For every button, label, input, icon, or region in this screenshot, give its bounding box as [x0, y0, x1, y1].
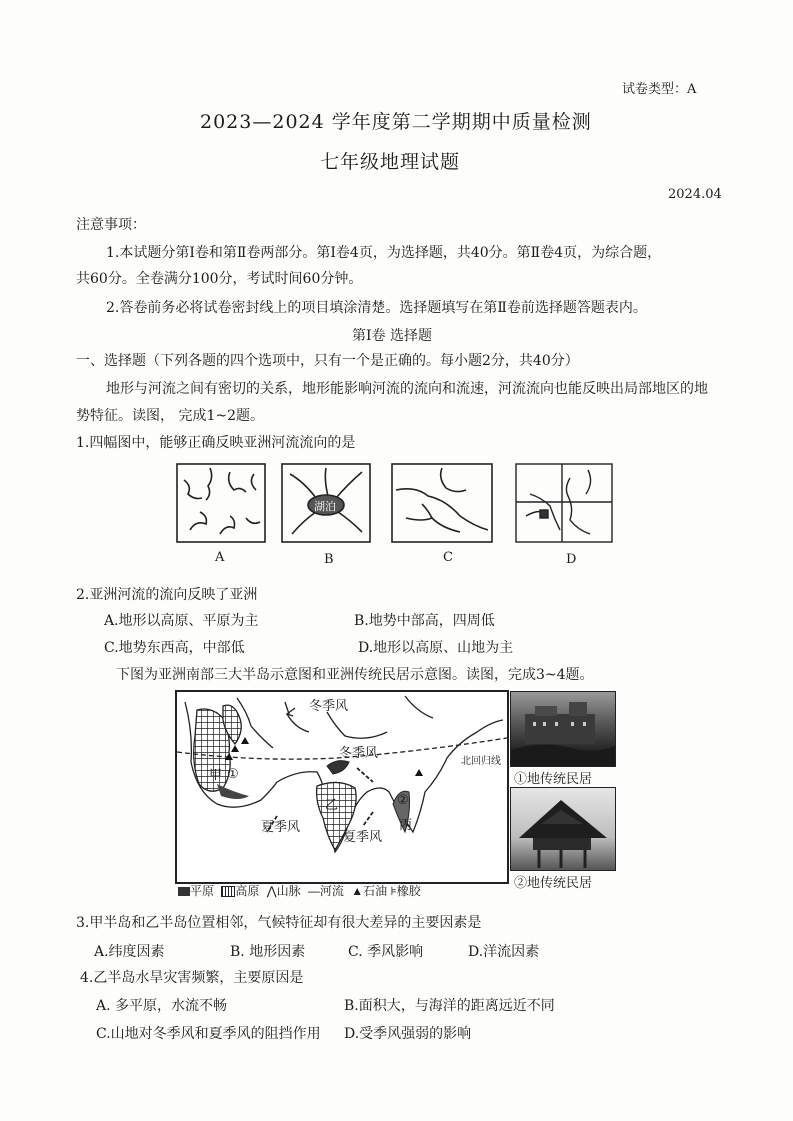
- legend-oil: 石油: [363, 884, 388, 898]
- map-summer-monsoon-left: 夏季风: [261, 819, 301, 834]
- legend-rubber: 橡胶: [396, 884, 421, 898]
- mountain-legend-icon: ⋀: [266, 884, 277, 898]
- q3-option-a: A.纬度因素: [94, 944, 165, 960]
- page-subtitle: 七年级地理试题: [320, 151, 461, 173]
- passage-1-line-2: 势特征。读图， 完成1~2题。: [76, 408, 264, 424]
- q4-option-a: A. 多平原，水流不畅: [96, 998, 228, 1014]
- passage-2: 下图为亚洲南部三大半岛示意图和亚洲传统民居示意图。读图，完成3~4题。: [116, 667, 594, 683]
- photo-2-caption: ②地传统民居: [514, 875, 593, 890]
- plateau-legend-icon: [221, 886, 235, 897]
- page-title: 2023—2024 学年度第二学期期中质量检测: [200, 111, 592, 133]
- notice-heading: 注意事项：: [76, 217, 146, 233]
- legend-river: 河流: [319, 884, 344, 898]
- south-asia-peninsulas-map: [175, 690, 509, 884]
- map-winter-monsoon-top: 冬季风: [309, 698, 349, 713]
- q3-option-b: B. 地形因素: [230, 944, 306, 960]
- river-map-a: [177, 464, 265, 542]
- map-marker-1: ①: [227, 766, 239, 781]
- legend-mountain: 山脉: [276, 884, 301, 898]
- map-label-bing: 丙: [399, 817, 413, 832]
- photo-1-illustration: [511, 692, 615, 766]
- section-instructions: 一、选择题（下列各题的四个选项中，只有一个是正确的。每小题2分，共40分）: [76, 353, 579, 369]
- q4-option-c: C.山地对冬季风和夏季风的阻挡作用: [96, 1026, 321, 1042]
- dwelling-photo-2: [510, 787, 616, 871]
- question-3-stem: 3.甲半岛和乙半岛位置相邻，气候特征却有很大差异的主要因素是: [76, 915, 482, 931]
- notice-item-1-cont: 共60分。全卷满分100分，考试时间60分钟。: [76, 271, 363, 287]
- q1-label-c: C: [443, 550, 453, 565]
- photo-2-illustration: [511, 788, 615, 870]
- river-legend-icon: —: [307, 884, 320, 898]
- photo-1-caption: ①地传统民居: [514, 771, 593, 786]
- oil-legend-icon: ▲: [351, 884, 364, 898]
- map-winter-monsoon-mid: 冬季风: [339, 745, 379, 760]
- map-legend: [178, 882, 421, 899]
- q3-option-d: D.洋流因素: [468, 944, 540, 960]
- section-title: 第Ⅰ卷 选择题: [352, 328, 432, 344]
- q1-river-maps: [170, 460, 630, 570]
- map-label-jia: 甲: [209, 767, 223, 782]
- paper-type: 试卷类型：A: [622, 82, 697, 97]
- map-tropic-label: 北回归线: [461, 756, 501, 767]
- question-4-stem: 4.乙半岛水旱灾害频繁，主要原因是: [80, 970, 304, 986]
- question-1-stem: 1.四幅图中，能够正确反映亚洲河流流向的是: [76, 435, 356, 451]
- q2-option-d: D.地形以高原、山地为主: [358, 640, 514, 656]
- passage-1-line-1: 地形与河流之间有密切的关系，地形能影响河流的流向和流速，河流流向也能反映出局部地区的地: [106, 381, 708, 397]
- question-2-stem: 2.亚洲河流的流向反映了亚洲: [76, 587, 258, 603]
- q1-label-b: B: [324, 552, 334, 567]
- notice-item-1: 1.本试题分第Ⅰ卷和第Ⅱ卷两部分。第Ⅰ卷4页，为选择题，共40分。第Ⅱ卷4页，为综合题，: [106, 245, 662, 261]
- lake-label: 湖泊: [314, 501, 336, 513]
- notice-item-2: 2.答卷前务必将试卷密封线上的项目填涂清楚。选择题填写在第Ⅱ卷前选择题答题表内。: [106, 300, 647, 316]
- q3-option-c: C. 季风影响: [348, 944, 424, 960]
- q2-option-a: A.地形以高原、平原为主: [104, 613, 259, 629]
- map-summer-monsoon-right: 夏季风: [343, 829, 383, 844]
- plain-legend-icon: [178, 887, 190, 896]
- legend-plateau: 高原: [235, 884, 260, 898]
- exam-date: 2024.04: [668, 187, 722, 202]
- map-marker-2: ②: [397, 792, 409, 807]
- river-map-c: [392, 464, 492, 542]
- dwelling-photo-1: [510, 691, 616, 767]
- q2-option-b: B.地势中部高，四周低: [354, 613, 495, 629]
- river-map-d: [516, 464, 612, 542]
- q1-label-a: A: [215, 550, 225, 565]
- rubber-legend-icon: ⊧: [390, 884, 397, 898]
- q4-option-b: B.面积大，与海洋的距离远近不同: [344, 998, 555, 1014]
- q2-option-c: C.地势东西高，中部低: [104, 640, 245, 656]
- q4-option-d: D.受季风强弱的影响: [344, 1026, 472, 1042]
- map-label-yi: 乙: [325, 797, 339, 812]
- legend-plain: 平原: [190, 884, 215, 898]
- map-drawing: [177, 692, 507, 882]
- q1-label-d: D: [566, 552, 577, 567]
